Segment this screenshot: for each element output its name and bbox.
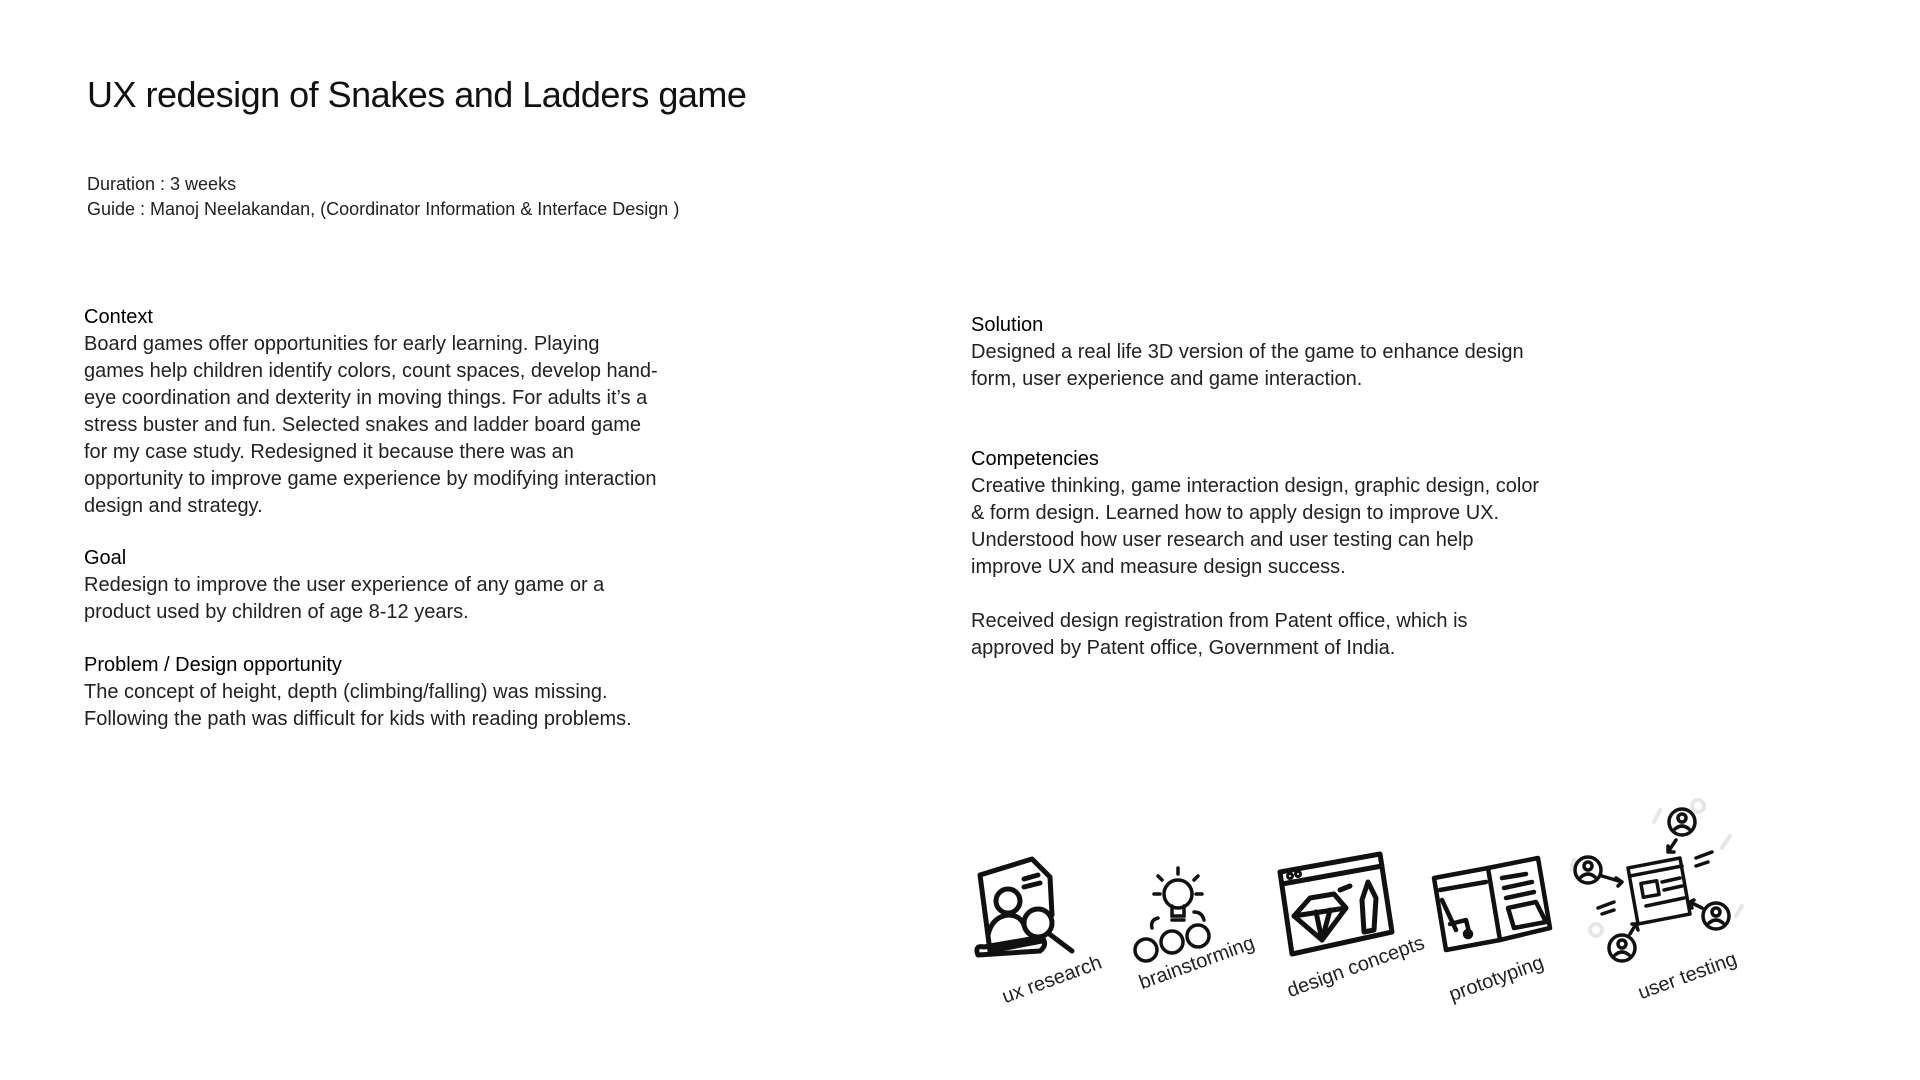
brainstorming-label: brainstorming [1136,931,1258,995]
context-body: Board games offer opportunities for early learning. Playing games help children identify colors, count spaces, develop hand-eye coordination and dexterity in moving things. For adults it’s a stress buster and fun. Selected snakes and ladder board game for my case study. Redesigned it because there was an opportunity to improve game experience by modifying interaction design and strategy. [84,333,658,517]
problem-section [84,652,664,733]
prototyping-icon [1430,848,1554,958]
goal-heading: Goal [84,547,127,569]
solution-heading: Solution [971,314,1044,336]
page-title: UX redesign of Snakes and Ladders game [87,74,747,115]
context-heading: Context [84,306,153,328]
problem-body: The concept of height, depth (climbing/falling) was missing. Following the path was difficult for kids with reading problems. [84,681,632,730]
competencies-section [971,446,1546,662]
prototyping-label: prototyping [1446,951,1547,1007]
process-icons [960,740,1760,1030]
guide-text: Guide : Manoj Neelakandan, (Coordinator Information & Interface Design ) [87,199,680,219]
user-testing-icon [1570,796,1750,966]
context-section [84,304,664,520]
competencies-heading: Competencies [971,448,1099,470]
patent-body: Received design registration from Patent office, which is approved by Patent office, Government of India. [971,610,1468,659]
solution-body: Designed a real life 3D version of the game to enhance design form, user experience and game interaction. [971,341,1524,390]
design-concepts-icon [1276,850,1396,962]
competencies-body: Creative thinking, game interaction design, graphic design, color & form design. Learned how to apply design to improve UX. Understood how user research and user testing can help improve UX and measure design success. [971,475,1540,578]
user-testing-label: user testing [1635,948,1740,1005]
goal-body: Redesign to improve the user experience of any game or a product used by children of age 8-12 years. [84,574,605,623]
goal-section [84,545,664,626]
duration-text: Duration : 3 weeks [87,174,237,194]
ux-research-icon [972,855,1092,975]
design-concepts-label: design concepts [1284,931,1428,1003]
solution-section [971,312,1546,393]
problem-heading: Problem / Design opportunity [84,654,342,676]
ux-research-label: ux research [999,951,1105,1009]
project-meta [87,172,679,222]
